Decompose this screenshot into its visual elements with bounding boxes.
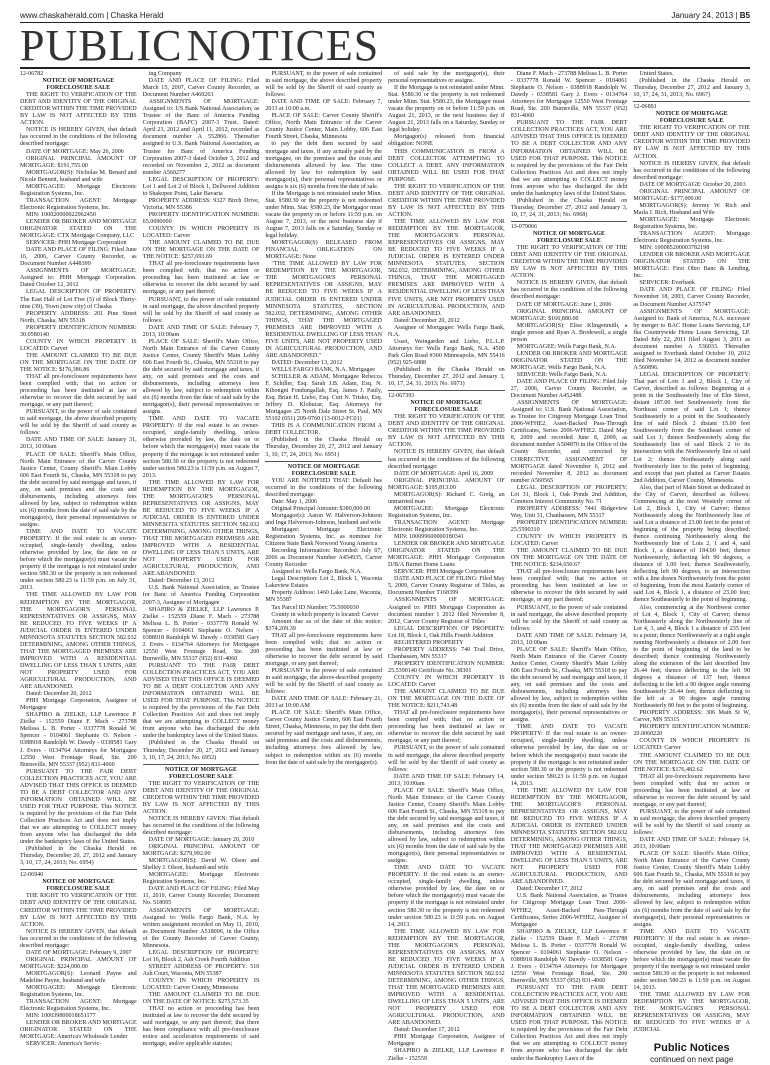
- notice-paragraph: ing Company: [148, 71, 182, 77]
- notice-paragraph: THAT all pre-foreclosure requirements have been complied with; that no action or proceeding has been instituted at law or otherwise to recover the debt secured by said mortgage, or any part thereof;: [20, 374, 137, 409]
- notice-paragraph: PURSUANT, to the power of sale contained in said mortgage, the above described property will be sold by the Sheriff of said county as follows:: [633, 808, 751, 837]
- notice-paragraph: THIS COMMUNICATION IS FROM A DEBT COLLECTOR ATTEMPTING TO COLLECT A DEBT. ANY INFORMATION OBTAINED WILL BE USED FOR THAT PURPOSE.: [388, 148, 505, 183]
- notice-paragraph: WELLS FARGO BANK, N.A. Mortgagee: [271, 366, 375, 373]
- notice-paragraph: COUNTY IN WHICH PROPERTY IS LOCATED: Carver: [510, 534, 628, 548]
- masthead-word-notices: NOTICES: [186, 21, 380, 70]
- notice-heading: NOTICE OF MORTGAGE FORECLOSURE SALE: [287, 463, 360, 477]
- notice-paragraph: Usset, Weingarden and Liebo, P.L.L.P. Attorneys for: Wells Fargo Bank, N.A. 4500 Park Glen Road #300 Minneapolis, MN 55416 (952) 925-6888: [388, 338, 505, 366]
- continued-box-title: Public Notices: [653, 1042, 730, 1055]
- notice-paragraph: THE AMOUNT CLAIMED TO BE DUE ON THE MORTGAGE ON THE DATE OF THE NOTICE: $211,743.48: [388, 689, 505, 710]
- notice-paragraph: TRANSACTION AGENT: Mortgage Electronic Registration Systems, Inc.: [633, 231, 751, 245]
- notice-paragraph: DATE AND TIME OF SALE: February 14, 2013, 10:00am: [510, 632, 628, 646]
- notice-paragraph: THE TIME ALLOWED BY LAW FOR REDEMPTION BY THE MORTGAGOR, THE MORTGAGOR'S PERSONAL REPRESENTATIVES OR ASSIGNS, MAY BE REDUCED TO FIVE WEEKS IF A JUDICIAL ORDER IS ENTERED UNDER MINNESOTA STATUTES SECTION 582.032 DETERMINING, AMONG OTHER THINGS, THAT THE MORTGAGED PREMISES ARE IMPROVED WITH A RESIDENTIAL DWELLING OF LESS THAN 5 UNITS, ARE NOT PROPERTY USED FOR AGRICULTURAL PRODUCTION, AND ARE ABANDONED.: [388, 928, 505, 1027]
- issue-date: January 24, 2013: [671, 10, 734, 20]
- notice-paragraph: DATE OF MORTGAGE: January 20, 2010: [148, 837, 255, 844]
- notice-divider: [511, 221, 628, 222]
- notice-paragraph: THAT all pre-foreclosure requirements have been complied with; that no action or proceeding has been instituted at law or otherwise to recover the debt secured by said mortgage, or any part thereof;: [265, 632, 383, 667]
- notice-paragraph: ORIGINAL PRINCIPAL AMOUNT OF MORTGAGE: $279,992.00: [142, 844, 260, 858]
- page-number: B5: [739, 10, 750, 20]
- notice-columns: [20, 71, 751, 1065]
- notice-paragraph: PHH Mortgage Corporation, Assignee of Mortgagee: [20, 698, 137, 712]
- notice-paragraph: PURSUANT to the power of sale contained in said mortgage, the above-described property will be sold by the Sheriff of said county as follows:: [265, 667, 383, 696]
- notice-paragraph: MIN: 100020000022962450: [26, 211, 96, 218]
- notice-paragraph: MIN: 100039800018651177: [26, 1013, 96, 1020]
- notice-heading: NOTICE OF MORTGAGE FORECLOSURE SALE: [42, 78, 115, 92]
- notice-paragraph: NOTICE IS HEREBY GIVEN: That default has occurred in the conditions of the following described mortgage:: [142, 815, 260, 837]
- notice-column-4: [388, 71, 505, 1062]
- issue-date-and-page: [671, 11, 750, 20]
- notice-paragraph: SERVICER: PHH Mortgage Corporation: [26, 240, 127, 247]
- notice-paragraph: TRANSACTION AGENT: Mortgage Electronic Registration Systems, Inc.: [388, 519, 505, 533]
- notice-paragraph: U.S. Bank National Association, as Trustee for Citigroup Mortgage Loan Trust 2006-WFHE2, Asset-Backed Pass-Through Certificates, Series 2006-WFHE2, Assignee of Mortgagee: [510, 893, 628, 928]
- notice-paragraph: NOTICE IS HEREBY GIVEN, that default has occurred in the conditions of the following described mortgage:: [20, 928, 137, 949]
- notice-paragraph: SERVICER: Everbank: [639, 280, 695, 287]
- notice-paragraph: LENDER OR BROKER AND MORTGAGE ORIGINATOR STATED ON THE MORTGAGE: PHH Mortgage Corporation D/B/A Burnet Home Loans: [388, 541, 505, 569]
- notice-divider: [143, 764, 260, 765]
- notice-paragraph: NOTICE IS HEREBY GIVEN, that default has occurred in the conditions of the following described mortgage:: [633, 160, 751, 181]
- notice-paragraph: (Published in the Chaska Herald on Thursday, December 20, 27, 2012 and January 3, 10, 17, 24, 2013; No. 6952): [142, 740, 260, 761]
- notice-paragraph: MORTGAGEE: Mortgage Electronic Registration Systems, Inc.: [20, 183, 137, 197]
- notice-heading: NOTICE OF MORTGAGE FORECLOSURE SALE: [655, 111, 728, 125]
- notice-paragraph: Dated: December 20, 2012: [394, 317, 460, 324]
- notice-paragraph: PHH Mortgage Corporation, Assignee of Mortgagee: [388, 1034, 505, 1048]
- notice-paragraph: (Published in the Chaska Herald on Thursday, December 27, 2012 and January 3, 10, 17, 24, 31, 2013; No. 6971): [388, 366, 505, 388]
- notice-paragraph: THAT all pre-foreclosure requirements have been complied with; that no action or proceeding has been instituted at law or otherwise to recover the debt secured by said mortgage, or any part thereof;: [510, 569, 628, 604]
- continued-box-subtitle: continued on next page: [650, 1055, 734, 1065]
- notice-paragraph: DATE AND PLACE OF FILING: Filed May 5, 2009, Carver County Registrar of Titles, as Document Number T168399: [388, 576, 505, 597]
- notice-paragraph: PURSUANT, to the power of sale contained in said mortgage, the above described property will be sold by the Sheriff of said county as follows:: [388, 745, 505, 773]
- notice-paragraph: U.S. Bank National Association, as Trustee for Banc of America Funding Corporation 2007-3, Assignee of Mortgagee: [142, 585, 260, 606]
- notice-paragraph: NOTICE IS HEREBY GIVEN, that default has occurred in the conditions of the following described mortgage:: [510, 280, 628, 301]
- notice-paragraph: NOTICE IS HEREBY GIVEN, that default has occurred in the conditions of the following described mortgage:: [20, 127, 137, 148]
- notice-paragraph: Amount due as of the date of this notice: $374,209.39: [265, 618, 383, 632]
- notice-column-5: [510, 71, 628, 1062]
- notice-paragraph: MORTGAGOR(S): Jeremy W. Rich and Marla J. Rich, Husband and Wife: [633, 202, 751, 216]
- notice-column-2: [142, 71, 260, 1048]
- notice-paragraph: DATE OF MORTGAGE: April 16, 2009: [394, 470, 494, 477]
- notice-file-number: 12-067393: [388, 393, 415, 400]
- notice-paragraph: (Published in the Chaska Herald on Thursday, December 20, 27, 2012 and January 3, 10, 17, 24, 2013; No. 6954): [20, 846, 137, 867]
- notice-heading: NOTICE OF MORTGAGE FORECLOSURE SALE: [42, 879, 115, 893]
- notice-paragraph: MORTGAGOR(S): Elise Klingenmith, a single person and Ryan A. Brodewell, a single person: [510, 322, 628, 343]
- notice-paragraph: PLACE OF SALE: Sheriff's Main Office, North Main Entrance of the Carver County Justice Center, County Sheriff's Main Lobby 606 East Fourth St., Chaska, MN 55318 to pay the debt secured by said mortgage and taxes, if any, on said premises and the costs and disbursements, including attorneys fees allowed by law, subject to redemption within six (6) months from the date of said sale by the mortgagor(s), their personal representatives or assigns.: [510, 646, 628, 724]
- notice-paragraph: THE TIME ALLOWED BY LAW FOR REDEMPTION BY THE MORTGAGOR, THE MORTGAGOR'S PERSONAL REPRESENTATIVES OR ASSIGNS, MAY BE REDUCED TO FIVE WEEKS IF A JUDICIAL ORDER IS ENTERED UNDER MINNESOTA STATUTES SECTION 582.032 DETERMINING, AMONG OTHER THINGS, THAT THE MORTGAGED PREMISES ARE IMPROVED WITH A RESIDENTIAL DWELLING OF LESS THAN 5 UNITS, ARE NOT PROPERTY USED FOR AGRICULTURAL PRODUCTION, AND ARE ABANDONED.: [20, 592, 137, 691]
- notice-paragraph: DATE OF MORTGAGE: October 20, 2003: [639, 181, 746, 188]
- notice-column-6: [633, 71, 751, 1065]
- notice-paragraph: (Published in the Chaska Herald on Thursday, December 27, 2012 and January 3, 10, 17, 24, 31, 2013; No. 6968): [510, 197, 628, 218]
- notice-paragraph: LEGAL DESCRIPTION OF PROPERTY: Lot 1 and Lot 2 of Block 1, Dellwood Addition to Shakopee Point, Lake Bavaria: [142, 176, 260, 197]
- notice-paragraph: MORTGAGOR(S): Leonard Payne and Madeline Payne, husband and wife: [20, 970, 137, 984]
- notice-file-number: 12-06891: [633, 104, 657, 111]
- notice-paragraph: Assigned to: Wells Fargo Bank, N.A.: [271, 569, 363, 576]
- notice-paragraph: of said sale by the mortgagor(s), their personal representatives or assigns.: [388, 71, 505, 85]
- notice-paragraph: Original Principal Amount: $380,000.00: [271, 505, 371, 512]
- notice-paragraph: DATE AND PLACE OF FILING: Filed November 18, 2003, Carver County Recorder, as Document Number A375747: [633, 287, 751, 308]
- notice-paragraph: TRANSACTION AGENT: Mortgage Electronic Registration Systems, Inc.: [20, 197, 137, 211]
- notice-paragraph: DATE AND TIME OF SALE: January 31, 2013, 10:00am: [20, 437, 137, 451]
- notice-paragraph: YOU ARE NOTIFIED THAT: Default has occurred in the conditions of the following described mortgage:: [265, 477, 383, 498]
- notice-paragraph: ASSIGNMENTS OF MORTGAGE: Assigned to: U.S. Bank National Association, as Trustee for Citigroup Mortgage Loan Trust 2006-WFHE2, Asset-Backed Pass-Through Certificates, Series 2006-WFHE2. Dated May 8, 2009 and recorded June 8, 2009, as document number A504870 in the Office of the County Recorder, and corrected by CORRECTIVE ASSIGNMENT OF MORTGAGE dated November 6, 2012 and recorded November 8, 2012 as document number A560565: [510, 400, 628, 484]
- header-separator: |: [735, 10, 740, 20]
- notice-heading: NOTICE OF MORTGAGE FORECLOSURE SALE: [533, 231, 606, 245]
- notice-paragraph: ASSIGNMENTS OF MORTGAGE: Assigned to: PHH Mortgage Corporation. Dated October 12, 2012: [20, 268, 137, 289]
- notice-paragraph: Recording Information: Recorded: July 07, 2006 as Document Number A454935, Carver County Recorder: [265, 548, 383, 569]
- notice-paragraph: DATE AND PLACE OF FILING: Filed March 15, 2007, Carver County Recorder, as Document Number A460263: [142, 78, 260, 99]
- section-masthead: [20, 21, 380, 70]
- notice-paragraph: ORIGINAL PRINCIPAL AMOUNT OF MORTGAGE: $166,880.00: [510, 308, 628, 322]
- notice-paragraph: MORTGAGEE: Mortgage Electronic Registration Systems, Inc.: [142, 872, 260, 886]
- page-header: [20, 8, 750, 22]
- notice-paragraph: THE TIME ALLOWED BY LAW FOR REDEMPTION BY THE MORTGAGOR, THE MORTGAGOR'S PERSONAL REPRESENTATIVES OR ASSIGNS, MAY BE REDUCED TO FIVE WEEKS IF A JUDICIAL: [633, 992, 751, 1034]
- notice-paragraph: THIS IS A COMMUNICATION FROM A DEBT COLLECTOR.: [265, 423, 383, 437]
- notice-paragraph: Dated: December 17, 2012: [394, 1027, 460, 1034]
- notice-paragraph: TIME AND DATE TO VACATE PROPERTY: If the real estate is an owner-occupied, single-family dwelling, unless otherwise provided by law, the date on or before which the mortgagor(s) must vacate the property if the mortgage is not reinstated under section 580.30 or the property is not redeemed under section 580.23 is 11:59 p.m. on August 7, 2013.: [142, 416, 260, 479]
- notice-paragraph: SERVICER: Wells Fargo Bank, N.A.: [516, 371, 608, 378]
- notice-paragraph: LENDER OR BROKER AND MORTGAGE ORIGINATOR STATED ON THE MORTGAGE: America's Wholesale Lender: [20, 1020, 137, 1041]
- notice-paragraph: MORTGAGEE: Mortgage Electronic Registration Systems, Inc.: [633, 216, 751, 230]
- notice-file-number: 12-06940: [20, 872, 44, 879]
- notice-paragraph: PROPERTY IDENTIFICATION NUMBER: 30.0580140: [20, 324, 137, 338]
- notice-paragraph: COUNTY IN WHICH PROPERTY IS LOCATED: Carver: [388, 674, 505, 689]
- notice-paragraph: MIN: 100085200003782198: [639, 245, 710, 252]
- notice-paragraph: Mortgagor(s) released from financial obligation: NONE: [388, 134, 505, 148]
- masthead-word-public: PUBLIC: [20, 21, 183, 70]
- notice-paragraph: LENDER OR BROKER AND MORTGAGE ORIGINATOR STATED ON THE MORTGAGE: Wells Fargo Bank, N.A.: [510, 350, 628, 371]
- notice-paragraph: If the Mortgage is not reinstated under Minn. Stat. §580.30 or the property is not redeemed under Minn. Stat. §580.23, the Mortgagor must vacate the property on or before 11:59 p.m. on August 21, 2013, or the next business day if August 21, 2013 falls on a Saturday, Sunday or legal holiday.: [388, 85, 505, 134]
- notice-paragraph: PROPERTY IDENTIFICATION NUMBER: 25.5390140 Certificate No. 38301: [388, 660, 505, 674]
- notice-paragraph: PROPERTY ADDRESS: 201 Pine Street North, Chaska, MN 55318: [20, 310, 137, 324]
- notice-paragraph: LEGAL DESCRIPTION OF PROPERTY: Lot 31, Block 1, Oak Ponds 2nd Addition, Common Interest Community No. 71: [510, 484, 628, 505]
- notice-paragraph: DATE OF MORTGAGE: June 1, 2006: [516, 301, 612, 308]
- notice-heading: NOTICE OF MORTGAGE FORECLOSURE SALE: [165, 766, 238, 780]
- notice-paragraph: If the Mortgage is not reinstated under Minn. Stat. §580.30 or the property is not redeemed under Minn. Stat. §580.23, the Mortgagor must vacate the property on or before 11:59 p.m. on August 7, 2013, or the next business day if August 7, 2013 falls on a Saturday, Sunday or legal holiday.: [265, 190, 383, 240]
- notice-paragraph: LEGAL DESCRIPTION OF PROPERTY: That part of Lots 1 and 2, Block 1, City of Carver, described as follows: Beginning at a point in the Southeasterly line of Elm Street, distant 187.00 feet Southwesterly from the Northeast corner of said Lot 1; thence Southeasterly to a point in the Southeasterly line of said Block 2 distant 15.00 feet Southwesterly from the Southeast corner of said Lot 1; thence Southwesterly along the Southeasterly line of said Block 2 to its intersection with the Northwesterly line of said Lot 2; thence Northeasterly along said Northwesterly line to the point of beginning; and except that part platted as Carver Estates 2nd Addition, Carver County, Minnesota.: [633, 371, 751, 484]
- notice-paragraph: County in which property is located: Carver: [271, 611, 379, 618]
- notice-paragraph: NOTICE IS HEREBY GIVEN, that default has occurred in the conditions of the following described mortgage:: [388, 449, 505, 470]
- notice-paragraph: LEGAL DESCRIPTION OF PROPERTY: Lot 18, Block 1, Oak Hills Fourth Addition: [388, 625, 505, 639]
- notice-file-number: 13-079066: [510, 223, 538, 230]
- notice-paragraph: LENDER OR BROKER AND MORTGAGE ORIGINATOR STATED ON THE MORTGAGE: CTX Mortgage Company, LLC: [20, 218, 137, 240]
- notice-paragraph: PURSUANT TO THE FAIR DEBT COLLECTION PRACTICES ACT, YOU ARE ADVISED THAT THIS OFFICE IS DEEMED TO BE A DEBT COLLECTOR AND ANY INFORMATION OBTAINED WILL BE USED FOR THAT PURPOSE. This NOTICE is required by the provisions of the Fair Debt Collection Practices Act and does not imply that we are attempting to COLLECT money from anyone who has discharged the debt under the Bankruptcy Laws of the: [510, 985, 628, 1062]
- notice-paragraph: THE AMOUNT CLAIMED TO BE DUE ON THE MORTGAGE ON THE DATE OF THE NOTICE: $257,693.69: [142, 240, 260, 261]
- notice-paragraph: PROPERTY IDENTIFICATION NUMBER: 65.0090000: [142, 211, 260, 225]
- notice-column-3: [265, 71, 382, 1016]
- notice-paragraph: SHAPIRO & ZIELKE, LLP Lawrence P. Zielke - 152559 Diane F. Mach - 273788 Melissa L. B. Porter - 0337778 Ronald W. Spencer - 0104061 Stephanie O. Nelson - 0388918 Randolph W. Dawdy - 0338581 Gary J. Evers - 0134764 Attorneys for Mortgagee 12550 West Frontage Road, Ste. 200 Burnsville, MN 55337 (952) 831-4060: [510, 928, 628, 984]
- notice-paragraph: REGISTERED PROPERTY: [394, 639, 464, 646]
- notice-paragraph: LEGAL DESCRIPTION OF PROPERTY: Lot 16, Block 2, Ash Creek Fourth Addition: [142, 949, 260, 963]
- site-name[interactable]: www.chaskaherald.com | Chaska Herald: [20, 10, 164, 20]
- notice-paragraph: DATE AND TIME OF SALE: February 7, 2013 at 10:00 a.m.: [265, 99, 383, 113]
- notice-paragraph: Property Address: 1460 Lake Lane, Waconia, MN 55387: [265, 590, 383, 604]
- notice-paragraph: THE RIGHT TO VERIFICATION OF THE DEBT AND IDENTITY OF THE ORIGINAL CREDITOR WITHIN THE TIME PROVIDED BY LAW IS NOT AFFECTED BY THIS ACTION.: [20, 893, 137, 928]
- notice-divider: [633, 101, 750, 102]
- notice-paragraph: PROPERTY ADDRESS: 306 Main St W, Carver, MN 55315: [633, 710, 751, 724]
- notice-paragraph: Dated: December 20, 2012: [26, 691, 92, 698]
- notice-paragraph: COUNTY IN WHICH PROPERTY IS LOCATED: Carver: [20, 338, 137, 352]
- notice-paragraph: DATE OF MORTGAGE: May 26, 2006: [26, 148, 124, 155]
- notice-paragraph: MORTGAGOR(S): Nicholas M. Benard and Nicole Bennett, husband and wife: [20, 169, 137, 183]
- notice-paragraph: (Published in the Chaska Herald on Thursday, December 27, 2012 and January 3, 10, 17, 24, 31, 2013; No. 6967): [633, 78, 751, 99]
- notice-paragraph: PROPERTY IDENTIFICATION NUMBER: 25.5590310: [510, 519, 628, 533]
- notice-paragraph: PURSUANT TO THE FAIR DEBT COLLECTION PRACTICES ACT, YOU ARE ADVISED THAT THIS OFFICE IS DEEMED TO BE A DEBT COLLECTOR AND ANY INFORMATION OBTAINED WILL BE USED FOR THAT PURPOSE. This NOTICE is required by the provisions of the Fair Debt Collection Practices Act and does not imply that we are attempting to COLLECT money from anyone who has discharged the debt under the bankruptcy laws of the United States.: [510, 120, 628, 197]
- notice-paragraph: Dated: December 17, 2012: [516, 886, 583, 893]
- notice-paragraph: THAT all pre-foreclosure requirements have been complied with; that no action or proceeding has been instituted at law or otherwise to recover the debt secured by said mortgage, or any part thereof;: [388, 710, 505, 745]
- notice-paragraph: COUNTY IN WHICH PROPERTY IS LOCATED: Carver County, Minnesota: [142, 978, 260, 992]
- notice-paragraph: PLACE OF SALE: Sheriff's Main Office, North Main Entrance of the Carver County Justice Center, County Sheriff's Main Lobby 606 East Fourth St., Chaska, MN 55318 to pay the debt secured by said mortgage and taxes, if any, on said premises and the costs and disbursements, including attorneys fees allowed by law, subject to redemption within six (6) months from the date of said sale by the mortgagor(s), their personal representatives or assigns.: [20, 451, 137, 528]
- notice-paragraph: PURSUANT, to the power of sale contained in said mortgage, the above described property will be sold by the Sheriff of said county as follows:: [142, 296, 260, 324]
- notice-paragraph: Diane F. Mach - 273788 Melissa L. B. Porter - 0337778 Ronald W. Spencer - 0104061 Stephanie O. Nelson - 0388918 Randolph W. Dawdy - 0338581 Gary J. Evers - 0134764 Attorneys for Mortgagee 12550 West Frontage Road, Ste. 200 Burnsville, MN 55337 (952) 831-4060: [510, 71, 628, 120]
- notice-paragraph: THE RIGHT TO VERIFICATION OF THE DEBT AND IDENTITY OF THE ORIGINAL CREDITOR WITHIN THE TIME PROVIDED BY LAW IS NOT AFFECTED BY THIS ACTION.: [633, 125, 751, 160]
- notice-divider: [388, 390, 505, 391]
- notice-paragraph: MIN: 100099600000180341: [394, 534, 464, 541]
- notice-paragraph: LEGAL DESCRIPTION OF PROPERTY: The East Half of Lot Five (5) of Block Thirty-nine (39), Town (now city) of Chaska: [20, 289, 137, 310]
- notice-paragraph: PURSUANT, to the power of sale contained in said mortgage, the above described property will be sold by the Sheriff of said county as follows:: [265, 71, 383, 99]
- notice-paragraph: PLACE OF SALE: Sheriff's Main Office, Carver County Justice Center, 606 East Fourth Street, Chaska, Minnesota, to pay the debt then secured by said mortgage and taxes, if any, on said premises and the costs and disbursements, including attorneys fees allowed by law, subject to redemption within six (6) months from the date of said sale by the mortgagor(s).: [265, 710, 383, 766]
- notice-paragraph: MORTGAGEE: Wells Fargo Bank, N.A.: [516, 343, 617, 350]
- notice-paragraph: COUNTY IN WHICH PROPERTY IS LOCATED: Carver: [633, 738, 751, 752]
- notice-paragraph: ASSIGNMENTS OF MORTGAGE: Assigned to: Wells Fargo Bank, N.A. by written assignment recorded on May 11, 2010, as Document Number A518006, in the Office of the County Recorder of Carver County, Minnesota.: [142, 907, 260, 949]
- notice-paragraph: DATE OF MORTGAGE: February 9, 2007: [26, 949, 132, 956]
- notice-paragraph: DATE AND PLACE OF FILING: Filed May 11, 2010, Carver County Recorder, Document No. 518005: [142, 886, 260, 907]
- notice-paragraph: STREET ADDRESS OF PROPERTY: 510 Ash Court, Waconia, MN 55387: [142, 963, 260, 977]
- notice-paragraph: SERVICER: PHH Mortgage Corporation: [394, 569, 495, 576]
- notice-paragraph: ASSIGNMENTS OF MORTGAGE: Assigned to: Bank of America, N.A. successor by merger to BAC Home Loans Servicing, LP fka Countrywide Home Loans Servicing, LP. Dated July 22, 2011 filed August 3, 2011 as document number A 536033. Thereafter assigned to Everbank dated October 10, 2012 filed November 14, 2012 as document number A 560896.: [633, 308, 751, 371]
- notice-paragraph: SCHILLER & ADAM, Mortgagee Rebecca F. Schiller, Esq. Sarah J.B. Adam, Esq. N. Kibongni Fondungallah, Esq. James J. Pauly, Esq. Brian H. Liebo, Esq. Curt N. Trisko, Esq. Jeffrey D. Klobucar, Esq. Attorneys for Mortgagee 25 North Dale Street St. Paul, MN 55102 (651) 209-9760 (13-0012-FC01): [265, 374, 383, 423]
- notice-paragraph: DATE AND TIME OF SALE: February 21, 2013 at 10:00 AM: [265, 696, 383, 710]
- notice-paragraph: THE AMOUNT CLAIMED TO BE DUE ON THE MORTGAGE ON THE DATE OF THE NOTICE: $234,650.67: [510, 548, 628, 569]
- notice-paragraph: THAT no action or proceeding has been instituted at law to recover the debt secured by said mortgage, or any part thereof; that there has been compliance with all pre-foreclosure notice and acceleration requirements of said mortgage, and/or applicable statutes;: [142, 1006, 260, 1048]
- notice-paragraph: THE AMOUNT CLAIMED TO BE DUE ON THE DATE OF NOTICE: $275,573.35: [142, 992, 260, 1006]
- notice-paragraph: THE RIGHT TO VERIFICATION OF THE DEBT AND IDENTITY OF THE ORIGINAL CREDITOR WITHIN THE TIME PROVIDED BY LAW IS NOT AFFECTED BY THIS ACTION.: [388, 414, 505, 449]
- notice-file-number: 12-06782: [20, 71, 44, 77]
- notice-paragraph: PLACE OF SALE: Carver County Sheriff's Office, North Main Entrance of the Carver County Justice Center, Main Lobby, 606 East Fourth Street, Chaska, Minnesota: [265, 113, 383, 141]
- notice-paragraph: DATE AND PLACE OF FILING: Filed July 27, 2006, Carver County Recorder, as Document Number A452488: [510, 379, 628, 400]
- notice-paragraph: MORTGAGEE: Mortgage Electronic Registration Systems, Inc.: [388, 505, 505, 519]
- notice-paragraph: THE RIGHT TO VERIFICATION OF THE DEBT AND IDENTITY OF THE ORIGINAL CREDITOR WITHIN THE TIME PROVIDED BY LAW IS NOT AFFECTED BY THIS ACTION.: [388, 183, 505, 218]
- notice-paragraph: DATE AND TIME OF SALE: February 7, 2013, 10:00am: [142, 324, 260, 338]
- notice-paragraph: United States.: [639, 71, 674, 77]
- notice-paragraph: TIME AND DATE TO VACATE PROPERTY: If the real estate is an owner-occupied, single-family dwelling, unless otherwise provided by law, the date on or before which the mortgagor(s) must vacate the property if the mortgage is not reinstated under section 580.30 or the property is not redeemed under section 580.23 is 11:59 p.m. on August 14, 2013.: [633, 928, 751, 992]
- notice-paragraph: THAT all pre-foreclosure requirements have been complied with; that no action or proceeding has been instituted at law or otherwise to recover the debt secured by said mortgage, or any part thereof;: [142, 261, 260, 296]
- notice-divider: [265, 461, 382, 462]
- notice-paragraph: MORTGAGEE: Mortgage Electronic Registration Systems, Inc.: [20, 985, 137, 999]
- notice-paragraph: TRANSACTION AGENT: Mortgage Electronic Registration Systems, Inc.: [20, 999, 137, 1013]
- notice-divider: [20, 869, 137, 870]
- notice-paragraph: PURSUANT, to the power of sale contained in said mortgage, the above described property will be sold by the Sheriff of said county as follows:: [510, 604, 628, 632]
- notice-paragraph: PROPERTY ADDRESS: 9327 Birch Drive, Victoria, MN 55386: [142, 197, 260, 211]
- notice-paragraph: PLACE OF SALE: Sheriff's Main Office, North Main Entrance of the Carver County Justice Center, County Sheriff's Main Lobby 606 East Fourth St., Chaska, MN 55318 to pay the debt secured by said mortgage and taxes, if any, on said premises and the costs and disbursements, including attorneys fees allowed by law, subject to redemption within six (6) months from the date of said sale by the mortgagor(s), their personal representatives or assigns.: [633, 851, 751, 928]
- notice-paragraph: Tax Parcel ID Number: 75.5000030: [271, 604, 359, 611]
- notice-paragraph: DATED: December 13, 2012: [271, 359, 343, 366]
- notice-column-1: [20, 71, 137, 1048]
- notice-paragraph: DATE AND PLACE OF FILING: Filed June 16, 2006, Carver County Recorder, as Document Number A448399: [20, 247, 137, 268]
- notice-paragraph: to pay the debt then secured by said mortgage and taxes, if any actually paid by the mortgagee, on the premises and the costs and disbursements allowed by law. The time allowed by law for redemption by said mortgagor(s), their personal representatives or assigns is six (6) months from the date of sale.: [265, 141, 383, 190]
- notice-heading: NOTICE OF MORTGAGE FORECLOSURE SALE: [410, 400, 483, 414]
- notice-paragraph: SHAPIRO & ZIELKE, LLP Lawrence P. Zielke - 152559: [388, 1048, 505, 1062]
- notice-paragraph: THE TIME ALLOWED BY LAW FOR REDEMPTION BY THE MORTGAGOR, THE MORTGAGOR'S PERSONAL REPRESENTATIVES OR ASSIGNS, MAY BE REDUCED TO FIVE WEEKS IF A JUDICIAL ORDER IS ENTERED UNDER MINNESOTA STATUTES, SECTION 582.032, DETERMINING, AMONG OTHER THINGS, THAT THE MORTGAGED PREMISES ARE IMPROVED WITH A RESIDENTIAL DWELLING OF LESS THAN FIVE UNITS, ARE NOT PROPERTY USED IN AGRICULTURAL PRODUCTION, AND ARE ABANDONED.: [388, 218, 505, 317]
- notice-paragraph: TIME AND DATE TO VACATE PROPERTY: If the real estate is an owner-occupied, single-family dwelling, unless otherwise provided by law, the date on or before which the mortgagor(s) must vacate the property if the mortgage is not reinstated under section 580.30 or the property is not redeemed under section 580.23 is 11:59 p.m. on August 14, 2013.: [388, 865, 505, 928]
- notice-paragraph: Also, that part of Main Street as dedicated in the City of Carver, described as follows: Commencing at the most Westerly corner of Lot 2, Block 1, City of Carver; thence Northeasterly along the Northwesterly line of said Lot a distance of 23.00 feet to the point of beginning of the property being described; thence continuing Northeasterly along the Northwesterly line of Lots 2, 1 and 4, said Block 1, a distance of 184.00 feet; thence Northwesterly, deflecting left 90 degrees, a distance of 1.00 feet; thence Southwesterly, deflecting left 90 degrees, to an intersection with a line drawn Northwesterly from the point of beginning, from the most Easterly corner of said Lot 4, Block 1, a distance of 23.00 feet; thence Southeasterly to the point of beginning.: [633, 484, 751, 604]
- notice-paragraph: PLACE OF SALE: Sheriff's Main Office, North Main Entrance of the Carver County Justice Center, County Sheriff's Main Lobby 606 East Fourth St., Chaska, MN 55318 to pay the debt secured by said mortgage and taxes, if any, on said premises and the costs and disbursements, including attorneys fees allowed by law, subject to redemption within six (6) months from the date of said sale by the mortgagor(s), their personal representatives or assigns.: [142, 338, 260, 416]
- notice-paragraph: THE RIGHT TO VERIFICATION OF THE DEBT AND IDENTITY OF THE ORIGINAL CREDITOR WITHIN THE TIME PROVIDED BY LAW IS NOT AFFECTED BY THIS ACTION.: [510, 245, 628, 280]
- notice-paragraph: TIME AND DATE TO VACATE PROPERTY: If the real estate is an owner-occupied, single-family dwelling, unless otherwise provided by law, the date on or before which the mortgagor(s) must vacate the property if the mortgage is not reinstated under section 580.30 or the property is not redeemed under section 580.23 is 11:59 p.m. on July 31, 2013.: [20, 529, 137, 592]
- masthead-rule: [20, 67, 750, 69]
- notice-paragraph: PLACE OF SALE: Sheriff's Main Office, North Main Entrance of the Carver County Justice Center, County Sheriff's Main Lobby 606 East Fourth St., Chaska, MN 55318 to pay the debt secured by said mortgage and taxes, if any, on said premises and the costs and disbursements, including attorneys fees allowed by law, subject to redemption within six (6) months from the date of said sale by the mortgagor(s), their personal representatives or assigns.: [388, 787, 505, 865]
- notice-paragraph: THE AMOUNT CLAIMED TO BE DUE ON THE MORTGAGE ON THE DATE OF THE NOTICE: $176,386.86: [20, 352, 137, 373]
- notice-paragraph: MORTGAGOR(S): Richard C. Greig, an unmarried man: [388, 491, 505, 505]
- notice-paragraph: PROPERTY IDENTIFICATION NUMBER: 20.0060220: [633, 724, 751, 738]
- notice-paragraph: ORIGINAL PRINCIPAL AMOUNT OF MORTGAGE: $177,000.00: [633, 188, 751, 202]
- notice-paragraph: SHAPIRO & ZIELKE, LLP Lawrence P. Zielke - 152559 Diane F. Mach - 273788 Melissa L. B. Porter - 0337778 Ronald W. Spencer - 0104061 Stephanie O. Nelson - 0388918 Randolph W. Dawdy - 0338581 Gary J. Evers - 0134764 Attorneys for Mortgagee 12550 West Frontage Road, Ste. 200 Burnsville, MN 55337 (952) 831-4060: [142, 606, 260, 662]
- notice-paragraph: LENDER OR BROKER AND MORTGAGE ORIGINATOR STATED ON THE MORTGAGE: First Ohio Banc & Lending, Inc.: [633, 252, 751, 280]
- notice-paragraph: THE TIME ALLOWED BY LAW FOR REDEMPTION BY THE MORTGAGOR, THE MORTGAGOR'S PERSONAL REPRESENTATIVES OR ASSIGNS, MAY BE REDUCED TO FIVE WEEKS IF A JUDICIAL ORDER IS ENTERED UNDER MINNESOTA STATUTES SECTION 582.032 DETERMINING, AMONG OTHER THINGS, THAT THE MORTGAGED PREMISES ARE IMPROVED WITH A RESIDENTIAL DWELLING OF LESS THAN 5 UNITS, ARE NOT PROPERTY USED FOR AGRICULTURAL PRODUCTION, AND ARE ABANDONED.: [142, 479, 260, 578]
- notice-paragraph: (Published in the Chaska Herald on Thursday, December 20, 27, 2012 and January 3, 10, 17, 24, 2013; No. 6951): [265, 437, 383, 458]
- notice-paragraph: THE AMOUNT CLAIMED TO BE DUE ON THE MORTGAGE ON THE DATE OF THE NOTICE: $176,482.62: [633, 752, 751, 773]
- notice-paragraph: Legal Description: Lot 2, Block 1, Waconia Lakeview Estates: [265, 576, 383, 590]
- notice-paragraph: ASSIGNMENTS OF MORTGAGE: Assigned to: PHH Mortgage Corporation as document number 1 2012 filed November 8, 2012, Carver County Registrar of Titles: [388, 597, 505, 625]
- notice-paragraph: Mortgagee: Mortgage Electronic Registration Systems, Inc. as nominee for Citizens State Bank Norwood Young America: [265, 527, 383, 548]
- notice-paragraph: PROPERTY ADDRESS: 7441 Ridgeview Way, Unit 31, Chanhassen, MN 55317: [510, 505, 628, 519]
- notice-paragraph: Also, commencing at the Northwest corner of Lot 4, Block 1, City of Carver; thence Northeasterly along the Northwesterly line of Lot 4, 3, and 4, Block 1 a distance of 235 feet to a point; thence Northwesterly at a right angle running Northwesterly a distance of 2.00 feet to the point of beginning of the land to be described; thence continuing Northwesterly along the extension of the last described line 26.44 feet; thence deflecting to the left 90 degrees a distance of 137 feet; thence deflecting to the left a 90 degree angle running Southeasterly 26.44 feet; thence deflecting to the left at a 90 degree angle running Northeasterly 80 feet to the point of beginning.: [633, 604, 751, 710]
- notice-paragraph: Mortgagor(s): Aaron W. Halverson-Johnson and Inga Halverson-Johnson, husband and wife: [265, 512, 383, 526]
- notice-paragraph: PURSUANT TO THE FAIR DEBT COLLECTION PRACTICES ACT, YOU ARE ADVISED THAT THIS OFFICE IS DEEMED TO BE A DEBT COLLECTOR AND ANY INFORMATION OBTAINED WILL BE USED FOR THAT PURPOSE. This NOTICE is required by the provisions of the Fair Debt Collection Practices Act and does not imply that we are attempting to COLLECT money from anyone who has discharged the debt under the bankruptcy laws of the United States.: [20, 768, 137, 846]
- notice-paragraph: THE RIGHT TO VERIFICATION OF THE DEBT AND IDENTITY OF THE ORIGINAL CREDITOR WITHIN THE TIME PROVIDED BY LAW IS NOT AFFECTED BY THIS ACTION.: [20, 92, 137, 127]
- notice-paragraph: THE RIGHT TO VERIFICATION OF THE DEBT AND IDENTITY OF THE ORIGINAL CREDITOR WITHIN THE TIME PROVIDED BY LAW IS NOT AFFECTED BY THIS ACTION.: [142, 780, 260, 815]
- notice-paragraph: ASSIGNMENTS OF MORTGAGE: Assigned to: US Bank National Association, as Trustee of the Banc of America Funding Corporation (BAFC) 2007-3 Trust. Dated: April 23, 2012 and April 11, 2012, recorded as document number A 552866. Thereafter assigned to U.S. Bank National Association, as Trustee for Banc of America Funding Corporation 2007-3 dated October 3, 2012 and recorded on November 2, 2012 as document number A560277: [142, 99, 260, 176]
- notice-paragraph: COUNTY IN WHICH PROPERTY IS LOCATED: Carver: [142, 226, 260, 240]
- notice-paragraph: MORTGAGOR(S): David W. Olson and Shelley J. Olson, husband and wife: [142, 858, 260, 872]
- notice-paragraph: Dated: December 13, 2012: [148, 578, 215, 585]
- continued-box: [633, 1042, 750, 1065]
- notice-paragraph: SERVICER: America's Servic-: [26, 1041, 102, 1048]
- notice-paragraph: ORIGINAL PRINCIPAL AMOUNT OF MORTGAGE: $224,000.00: [20, 956, 137, 970]
- notice-paragraph: Date: May 1, 2006: [271, 498, 318, 505]
- notice-paragraph: THAT all pre-foreclosure requirements have been complied with; that no action or proceeding has been instituted at law or otherwise to recover the debt secured by said mortgage, or any part thereof;: [633, 773, 751, 808]
- notice-paragraph: TIME AND DATE TO VACATE PROPERTY: If the real estate is an owner-occupied, single-family dwelling, unless otherwise provided by law, the date on or before which the mortgagor(s) must vacate the property if the mortgage is not reinstated under section 580.30 or the property is not redeemed under section 580.23 is 11:59 p.m. on August 14, 2013.: [510, 724, 628, 787]
- notice-paragraph: PURSUANT, to the power of sale contained in said mortgage, the above described property will be sold by the Sheriff of said county as follows:: [20, 409, 137, 437]
- notice-paragraph: PROPERTY ADDRESS: 740 Trail Drive, Chanhassen, MN 55317: [388, 646, 505, 660]
- notice-paragraph: DATE AND TIME OF SALE: February 14, 2013, 10:00am: [633, 837, 751, 851]
- notice-paragraph: SHAPIRO & ZIELKE, LLP Lawrence P. Zielke - 152559 Diane F. Mach - 273788 Melissa L. B. Porter - 0337778 Ronald W. Spencer - 0104061 Stephanie O. Nelson - 0388918 Randolph W. Dawdy - 0338581 Gary J. Evers - 0134764 Attorneys for Mortgagee 12550 West Frontage Road, Ste. 200 Burnsville, MN 55337 (952) 831-4060: [20, 712, 137, 768]
- notice-paragraph: DATE AND TIME OF SALE: February 14, 2013, 10:00am: [388, 773, 505, 787]
- notice-paragraph: THE TIME ALLOWED BY LAW FOR REDEMPTION BY THE MORTGAGOR, THE MORTGAGOR'S PERSONAL REPRESENTATIVES OR ASSIGNS, MAY BE REDUCED TO FIVE WEEKS IF A JUDICIAL ORDER IS ENTERED UNDER MINNESOTA STATUTES SECTION 582.032 DETERMINING, AMONG OTHER THINGS, THAT THE MORTGAGED PREMISES ARE IMPROVED WITH A RESIDENTIAL DWELLING OF LESS THAN 5 UNITS, ARE NOT PROPERTY USED FOR AGRICULTURAL PRODUCTION, AND ARE ABANDONED.: [510, 787, 628, 886]
- notice-paragraph: Assignee of Mortgagee: Wells Fargo Bank, N.A.: [388, 324, 505, 338]
- notice-paragraph: "THE TIME ALLOWED BY LAW FOR REDEMPTION BY THE MORTGAGOR, THE MORTGAGOR'S PERSONAL REPRESENTATIVES OR ASSIGNS, MAY BE REDUCED TO FIVE WEEKS IF A JUDICIAL ORDER IS ENTERED UNDER MINNESOTA STATUTES, SECTION 582.032, DETERMINING, AMONG OTHER THINGS, THAT THE MORTGAGED PREMISES ARE IMPROVED WITH A RESIDENTIAL DWELLING OF LESS THAN FIVE UNITS, ARE NOT PROPERTY USED IN AGRICULTURAL PRODUCTION, AND ARE ABANDONED.": [265, 261, 383, 359]
- notice-paragraph: MORTGAGOR(S) RELEASED FROM FINANCIAL OBLIGATION ON MORTGAGE: None: [265, 240, 383, 261]
- notice-paragraph: PURSUANT TO THE FAIR DEBT COLLECTION PRACTICES ACT, YOU ARE ADVISED THAT THIS OFFICE IS DEEMED TO BE A DEBT COLLECTOR AND ANY INFORMATION OBTAINED WILL BE USED FOR THAT PURPOSE. This NOTICE is required by the provisions of the Fair Debt Collection Practices Act and does not imply that we are attempting to COLLECT money from anyone who has discharged the debt under the bankruptcy laws of the United States.: [142, 662, 260, 740]
- notice-paragraph: ORIGINAL PRINCIPAL AMOUNT OF MORTGAGE: $191,755.00: [20, 155, 137, 169]
- notice-paragraph: ORIGINAL PRINCIPAL AMOUNT OF MORTGAGE: $195,813.00: [388, 477, 505, 491]
